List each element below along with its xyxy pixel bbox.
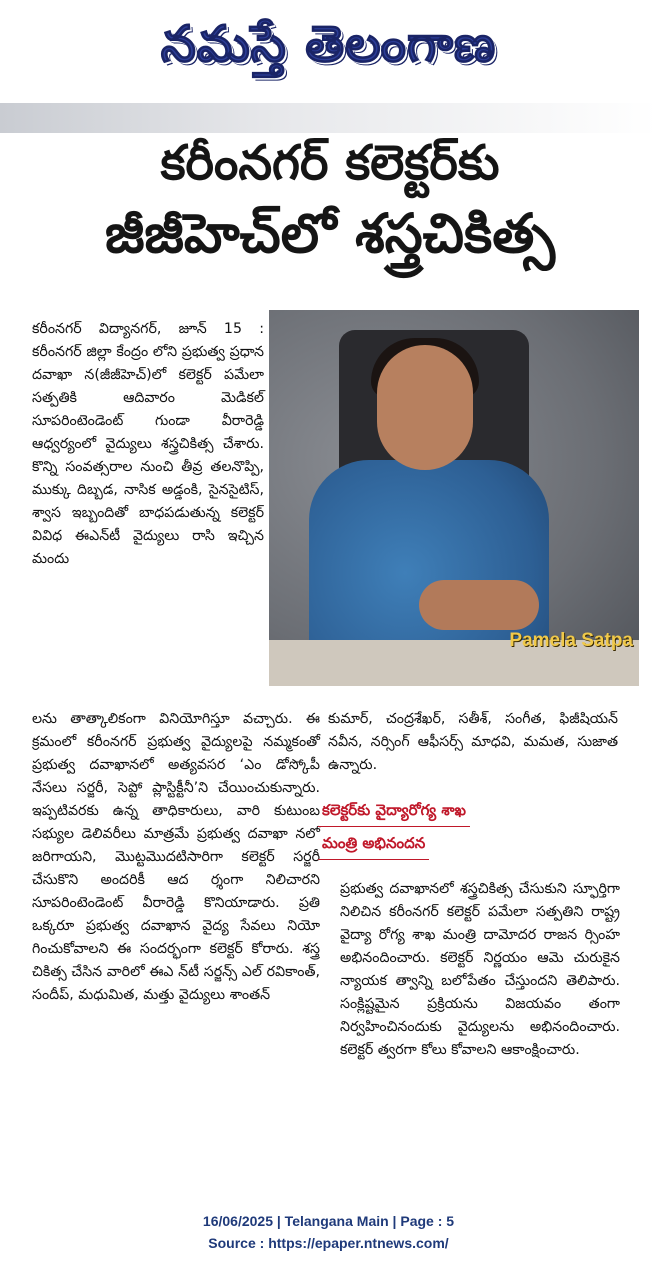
subheading-line-2: మంత్రి అభినందన — [318, 827, 429, 860]
newspaper-logo: నమస్తే తెలంగాణ — [160, 14, 497, 73]
article-right-column-top — [328, 708, 618, 777]
headline-line-2: జీజీహెచ్‌లో శస్త్రచికిత్స — [104, 202, 556, 265]
page-footer — [0, 1210, 657, 1254]
article-text-block: కరీంనగర్ విద్యానగర్, జూన్ 15 : కరీంనగర్ జిల్లా కేంద్రం లోని ప్రభుత్వ ప్రధాన దవాఖా న(జీజీహెచ్)లో కలెక్టర్ పమేలా సత్పతికి ఆదివారం మెడికల్ సూపరింటెండెంట్ గుండా వీరారెడ్డి ఆధ్వర్యంలో వైద్యులు శస్త్రచికిత్స చేశారు. కొన్ని సంవత్సరాల నుంచి తీవ్ర తలనొప్పి, ముక్కు దిబ్బడ, నాసిక అడ్డంకి, సైనసైటిస్, శ్వాస ఇబ్బందితో బాధపడుతున్న కలెక్టర్ వివిధ ఈఎన్‌టీ వైద్యులు రాసి ఇచ్చిన మందు — [32, 321, 264, 567]
article-text-block: కుమార్, చంద్రశేఖర్, సతీశ్, సంగీత, ఫిజీషియన్ నవీన, నర్సింగ్ ఆఫీసర్స్ మాధవి, మమత, సుజాత ఉన్నారు. — [328, 711, 618, 773]
article-text-block: ప్రభుత్వ దవాఖానలో శస్త్రచికిత్స చేసుకుని స్ఫూర్తిగా నిలిచిన కరీంనగర్ కలెక్టర్ పమేలా సత్పతిని రాష్ట్ర వైద్యా రోగ్య శాఖ మంత్రి దామోదర రాజన ర్సింహ అభినందించారు. కలెక్టర్ నిర్ణయం ఆమె చురుకైన న్యాయక త్వాన్ని బలోపేతం చేస్తుందని తెలిపారు. సంక్లిష్టమైన ప్రక్రియను విజయవం తంగా నిర్వహించినందుకు వైద్యులను అభినందించారు. కలెక్టర్ త్వరగా కోలు కోవాలని ఆకాంక్షించారు. — [340, 881, 620, 1058]
article-left-column — [32, 318, 264, 571]
subheading — [318, 794, 628, 860]
footer-source-link[interactable]: Source : https://epaper.ntnews.com/ — [208, 1235, 449, 1251]
header-divider-band — [0, 103, 657, 133]
article-continued-column — [32, 708, 320, 1007]
article-right-column-bottom — [340, 878, 620, 1062]
masthead — [0, 0, 657, 100]
subheading-line-1: కలెక్టర్‌కు వైద్యారోగ్య శాఖ — [318, 794, 470, 827]
article-text-block: లను తాత్కాలికంగా వినియోగిస్తూ వచ్చారు. ఈ క్రమంలో కరీంనగర్ ప్రభుత్వ వైద్యులపై నమ్మకంతో ప్రభుత్వ దవాఖానలో అత్యవసర ‘ఎం డోస్కోపీ నేసలు సర్జరీ, సెప్టో ప్లాస్టిక్టీనీ’ని చేయించుకున్నారు. ఇప్పటివరకు ఉన్న తాధికారులు, వారి కుటుంబ సభ్యుల డెలివరీలు మాత్రమే ప్రభుత్వ దవాఖా నలో జరిగాయని, మొట్టమొదటిసారిగా కలెక్టర్ సర్జరీ చేసుకొని అందరికీ ఆద ర్శంగా నిలిచారని సూపరింటెండెంట్ వీరారెడ్డి కొనియాడారు. ప్రతి ఒక్కరూ ప్రభుత్వ దవాఖాన వైద్య సేవలు నియో గించుకోవాలని ఈ సందర్భంగా కలెక్టర్ కోరారు. శస్త్ర చికిత్స చేసిన వారిలో ఈఎ న్‌టీ సర్జన్స్ ఎల్ రవికాంత్, సందీప్, మధుమిత, మత్తు వైద్యులు శాంతన్ — [32, 711, 320, 1003]
headline — [20, 130, 640, 272]
footer-date-edition: 16/06/2025 | Telangana Main | Page : 5 — [202, 1213, 455, 1229]
photo-caption: Pamela Satpa — [509, 630, 633, 651]
collector-photo — [269, 310, 639, 686]
headline-line-1: కరీంనగర్ కలెక్టర్‌కు — [160, 135, 500, 191]
